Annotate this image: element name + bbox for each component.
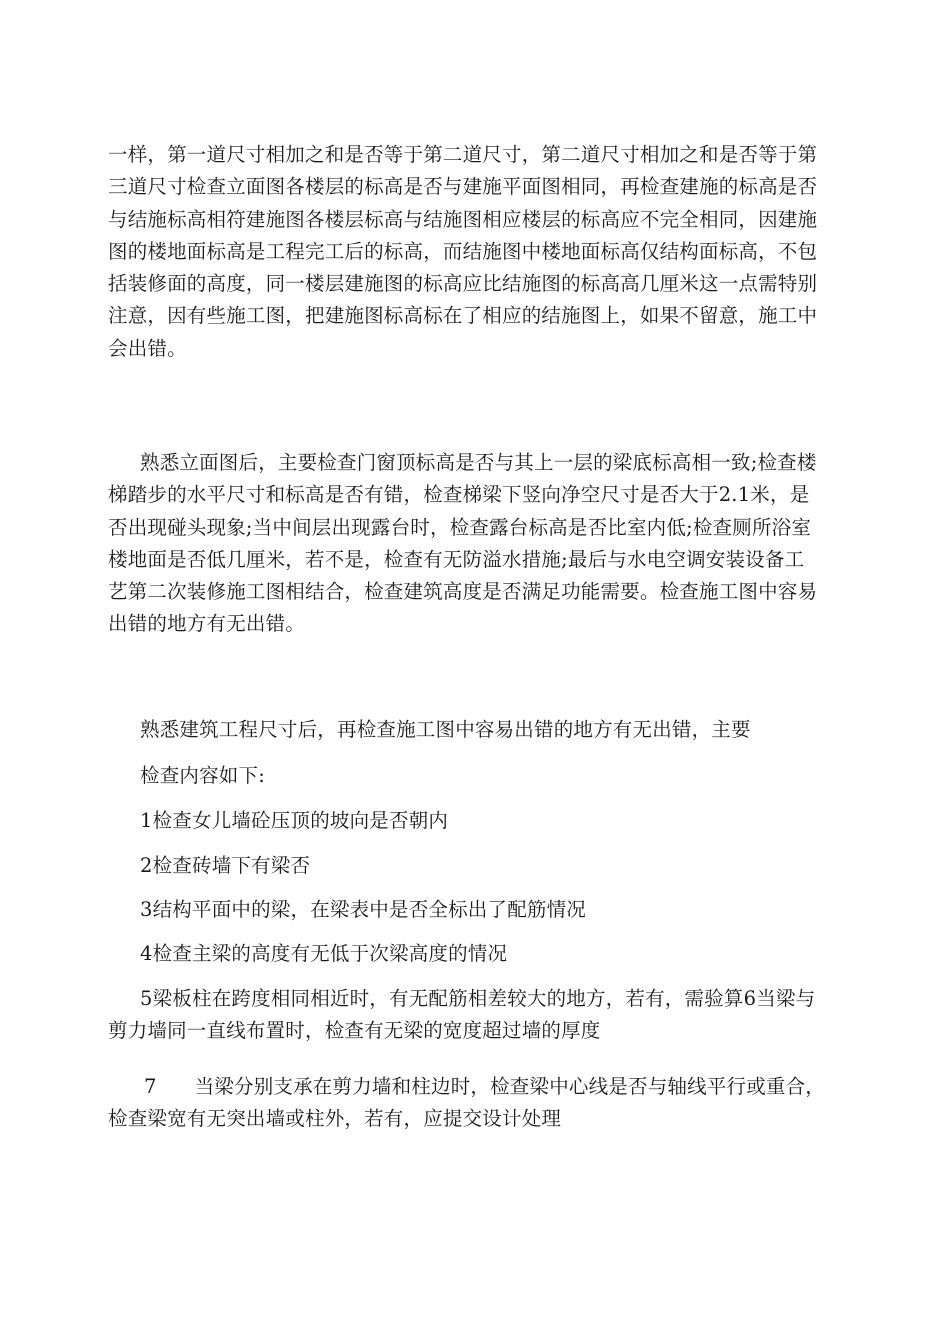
- list-item-7: [108, 1071, 843, 1136]
- text-line: 5梁板柱在跨度相同相近时，有无配筋相差较大的地方，若有，需验算6当梁与: [140, 987, 816, 1010]
- paragraph-intro: 熟悉建筑工程尺寸后，再检查施工图中容易出错的地方有无出错，主要: [140, 718, 751, 741]
- paragraph-facade-check: [108, 447, 843, 641]
- list-item-3: 3结构平面中的梁，在梁表中是否全标出了配筋情况: [140, 898, 587, 921]
- text-line: 三道尺寸检查立面图各楼层的标高是否与建施平面图相同，再检查建施的标高是否: [108, 175, 818, 199]
- paragraph-intro-continued: 检查内容如下:: [140, 764, 265, 787]
- text-line: 与结施标高相符建施图各楼层标高与结施图相应楼层的标高应不完全相同，因建施: [108, 207, 818, 231]
- text-line-content: 当梁分别支承在剪力墙和柱边时，检查梁中心线是否与轴线平行或重合，: [194, 1075, 826, 1098]
- paragraph-elevation-check: [108, 139, 843, 365]
- list-item-2: 2检查砖墙下有梁否: [140, 854, 311, 877]
- text-line: 剪力墙同一直线布置时，检查有无梁的宽度超过墙的厚度: [108, 1019, 601, 1043]
- text-line: 否出现碰头现象;当中间层出现露台时，检查露台标高是否比室内低;检查厕所浴室: [108, 515, 812, 539]
- text-line: 出错的地方有无出错。: [108, 612, 306, 636]
- text-line: 图的楼地面标高是工程完工后的标高，而结施图中楼地面标高仅结构面标高，不包: [108, 239, 818, 263]
- text-line: 检查梁宽有无突出墙或柱外，若有，应提交设计处理: [108, 1107, 562, 1131]
- text-line: 熟悉立面图后，主要检查门窗顶标高是否与其上一层的梁底标高相一致;检查楼: [140, 451, 817, 474]
- list-number: 7: [144, 1075, 157, 1098]
- text-line: 艺第二次装修施工图相结合，检查建筑高度是否满足功能需要。检查施工图中容易: [108, 580, 818, 604]
- text-line: 楼地面是否低几厘米，若不是，检查有无防溢水措施;最后与水电空调安装设备工: [108, 547, 805, 571]
- text-line: [108, 1071, 843, 1103]
- list-item-5: [108, 983, 843, 1048]
- text-line: 括装修面的高度，同一楼层建施图的标高应比结施图的标高高几厘米这一点需特别: [108, 272, 818, 296]
- text-line: 会出错。: [108, 336, 187, 360]
- list-item-4: 4检查主梁的高度有无低于次梁高度的情况: [140, 942, 508, 965]
- list-item-1: 1检查女儿墙砼压顶的坡向是否朝内: [140, 809, 449, 832]
- text-line: 注意，因有些施工图，把建施图标高标在了相应的结施图上，如果不留意，施工中: [108, 304, 818, 328]
- text-line: 一样，第一道尺寸相加之和是否等于第二道尺寸，第二道尺寸相加之和是否等于第: [108, 143, 818, 166]
- text-line: 梯踏步的水平尺寸和标高是否有错，检查梯梁下竖向净空尺寸是否大于2.1米，是: [108, 483, 810, 507]
